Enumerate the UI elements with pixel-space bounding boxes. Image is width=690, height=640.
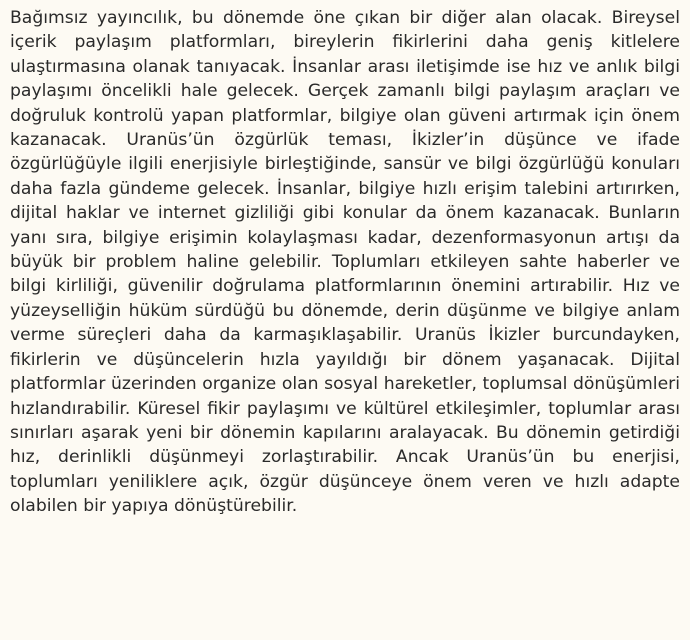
document-page [10, 6, 680, 519]
body-paragraph: Bağımsız yayıncılık, bu dönemde öne çıkan bir diğer alan olacak. Bireysel içerik paylaşım platformları, bireylerin fikirlerini daha geniş kitlelere ulaştırmasına olanak tanıyacak. İnsanlar arası iletişimde ise hız ve anlık bilgi paylaşımı öncelikli hale gelecek. Gerçek zamanlı bilgi paylaşım araçları ve doğruluk kontrolü yapan platformlar, bilgiye olan güveni artırmak için önem kazanacak. Uranüs’ün özgürlük teması, İkizler’in düşünce ve ifade özgürlüğüyle ilgili enerjisiyle birleştiğinde, sansür ve bilgi özgürlüğü konuları daha fazla gündeme gelecek. İnsanlar, bilgiye hızlı erişim talebini artırırken, dijital haklar ve internet gizliliği gibi konular da önem kazanacak. Bunların yanı sıra, bilgiye erişimin kolaylaşması kadar, dezenformasyonun artışı da büyük bir problem haline gelebilir. Toplumları etkileyen sahte haberler ve bilgi kirliliği, güvenilir doğrulama platformlarının önemini artırabilir. Hız ve yüzeyselliğin hüküm sürdüğü bu dönemde, derin düşünme ve bilgiye anlam verme süreçleri daha da karmaşıklaşabilir. Uranüs İkizler burcundayken, fikirlerin ve düşüncelerin hızla yayıldığı bir dönem yaşanacak. Dijital platformlar üzerinden organize olan sosyal hareketler, toplumsal dönüşümleri hızlandırabilir. Küresel fikir paylaşımı ve kültürel etkileşimler, toplumlar arası sınırları aşarak yeni bir dönemin kapılarını aralayacak. Bu dönemin getirdiği hız, derinlikli düşünmeyi zorlaştırabilir. Ancak Uranüs’ün bu enerjisi, toplumları yeniliklere açık, özgür düşünceye önem veren ve hızlı adapte olabilen bir yapıya dönüştürebilir. [10, 8, 680, 517]
